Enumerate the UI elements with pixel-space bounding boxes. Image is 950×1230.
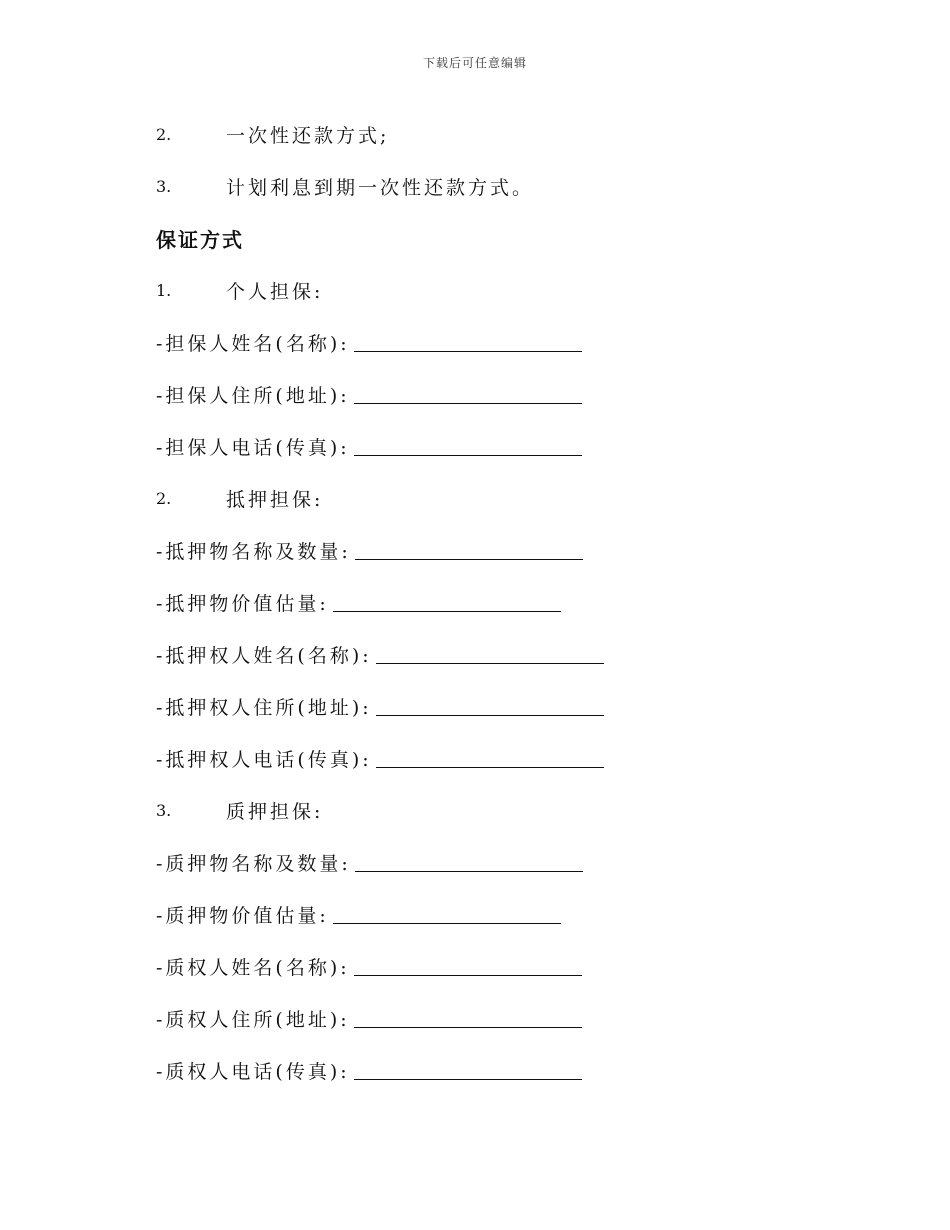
pledgee-address-blank[interactable] [354, 1009, 582, 1028]
list-item-pledge-guarantee [156, 784, 796, 836]
list-number: 3. [156, 800, 172, 820]
pledgee-phone-blank[interactable] [354, 1061, 582, 1080]
field-row-mortgagee-address [156, 680, 796, 732]
field-label: -质权人住所(地址): [156, 1008, 350, 1031]
field-row-guarantor-phone [156, 420, 796, 472]
field-row-pledge-value [156, 888, 796, 940]
pledge-item-blank[interactable] [355, 853, 583, 872]
field-row-pledgee-name [156, 940, 796, 992]
list-text: 个人担保: [226, 280, 324, 303]
list-text: 抵押担保: [226, 488, 324, 511]
field-row-mortgage-item [156, 524, 796, 576]
field-label: -质押物名称及数量: [156, 852, 351, 875]
mortgagee-name-blank[interactable] [376, 645, 604, 664]
field-row-guarantor-address [156, 368, 796, 420]
guarantor-name-blank[interactable] [354, 333, 582, 352]
mortgage-item-blank[interactable] [355, 541, 583, 560]
field-label: -质权人电话(传真): [156, 1060, 350, 1083]
field-label: -质权人姓名(名称): [156, 956, 350, 979]
field-row-pledgee-address [156, 992, 796, 1044]
pledge-value-blank[interactable] [333, 905, 561, 924]
list-number: 3. [156, 176, 172, 196]
list-item-repayment-3 [156, 160, 796, 212]
list-text: 质押担保: [226, 800, 324, 823]
field-row-mortgagee-phone [156, 732, 796, 784]
list-number: 2. [156, 488, 172, 508]
field-label: -担保人姓名(名称): [156, 332, 350, 355]
field-row-mortgage-value [156, 576, 796, 628]
mortgagee-address-blank[interactable] [376, 697, 604, 716]
field-label: -抵押物名称及数量: [156, 540, 351, 563]
field-label: -抵押权人住所(地址): [156, 696, 372, 719]
mortgagee-phone-blank[interactable] [376, 749, 604, 768]
list-item-personal-guarantee [156, 264, 796, 316]
pledgee-name-blank[interactable] [354, 957, 582, 976]
list-item-mortgage-guarantee [156, 472, 796, 524]
list-number: 1. [156, 280, 172, 300]
list-number: 2. [156, 124, 172, 144]
list-item-repayment-2 [156, 108, 796, 160]
list-text: 计划利息到期一次性还款方式。 [226, 176, 535, 199]
field-label: -担保人电话(传真): [156, 436, 350, 459]
field-row-pledgee-phone [156, 1044, 796, 1096]
guarantor-address-blank[interactable] [354, 385, 582, 404]
field-label: -质押物价值估量: [156, 904, 329, 927]
field-row-mortgagee-name [156, 628, 796, 680]
section-heading-guarantee [156, 212, 796, 264]
field-label: -抵押权人电话(传真): [156, 748, 372, 771]
field-row-pledge-item [156, 836, 796, 888]
page-header: 下载后可任意编辑 [422, 56, 527, 70]
mortgage-value-blank[interactable] [333, 593, 561, 612]
field-label: -抵押物价值估量: [156, 592, 329, 615]
field-row-guarantor-name [156, 316, 796, 368]
guarantor-phone-blank[interactable] [354, 437, 582, 456]
field-label: -抵押权人姓名(名称): [156, 644, 372, 667]
field-label: -担保人住所(地址): [156, 384, 350, 407]
document-body [156, 108, 796, 1096]
list-text: 一次性还款方式; [226, 124, 390, 147]
section-heading: 保证方式 [156, 227, 244, 252]
